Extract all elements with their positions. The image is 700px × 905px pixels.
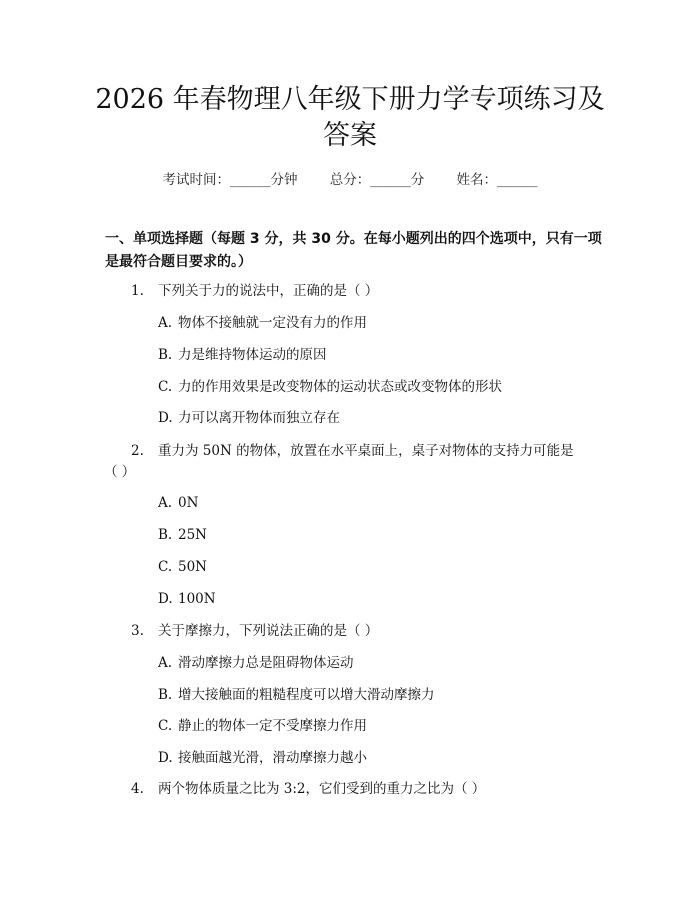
option-text: 力是维持物体运动的原因 — [178, 347, 327, 363]
option-3a — [158, 652, 354, 674]
page-title: 2026 年春物理八年级下册力学专项练习及答案 — [95, 84, 605, 151]
question-number: 4. — [131, 781, 144, 797]
question-2-cont: （ ） — [104, 464, 136, 480]
option-text: 100N — [178, 591, 216, 607]
option-letter: B. — [158, 687, 173, 703]
option-1d — [158, 407, 340, 429]
question-number: 3. — [131, 623, 144, 639]
question-text: 两个物体质量之比为 3:2，它们受到的重力之比为（ ） — [158, 781, 486, 797]
section-heading: 一、单项选择题（每题 3 分，共 30 分。在每小题列出的四个选项中，只有一项是最符合题目要求的。） — [105, 231, 602, 270]
option-letter: A. — [158, 495, 173, 511]
option-1c — [158, 376, 502, 398]
option-text: 力的作用效果是改变物体的运动状态或改变物体的形状 — [178, 379, 502, 395]
option-1a — [158, 312, 367, 334]
option-letter: B. — [158, 347, 173, 363]
exam-meta — [0, 168, 700, 188]
option-text: 增大接触面的粗糙程度可以增大滑动摩擦力 — [178, 687, 435, 703]
option-3c — [158, 715, 367, 737]
student-name: 姓名：______ — [456, 172, 538, 188]
option-letter: C. — [158, 559, 173, 575]
option-3d — [158, 747, 367, 769]
option-text: 接触面越光滑，滑动摩擦力越小 — [178, 750, 367, 766]
option-letter: D. — [158, 750, 173, 766]
option-letter: B. — [158, 527, 173, 543]
option-text: 静止的物体一定不受摩擦力作用 — [178, 718, 367, 734]
option-2a — [158, 492, 198, 514]
option-letter: D. — [158, 591, 173, 607]
option-text: 50N — [178, 559, 207, 575]
option-2c — [158, 556, 207, 578]
question-text: 下列关于力的说法中，正确的是（ ） — [158, 283, 379, 299]
option-text: 25N — [178, 527, 207, 543]
option-1b — [158, 344, 327, 366]
option-text: 滑动摩擦力总是阻碍物体运动 — [178, 655, 354, 671]
question-number: 2. — [131, 443, 144, 459]
option-letter: D. — [158, 410, 173, 426]
option-text: 0N — [178, 495, 199, 511]
question-number: 1. — [131, 283, 144, 299]
option-2b — [158, 524, 207, 546]
option-letter: A. — [158, 655, 173, 671]
option-3b — [158, 684, 435, 706]
option-letter: A. — [158, 315, 173, 331]
option-letter: C. — [158, 379, 173, 395]
option-2d — [158, 588, 216, 610]
question-text: 关于摩擦力，下列说法正确的是（ ） — [158, 623, 379, 639]
exam-time: 考试时间：______分钟 — [162, 172, 298, 188]
option-text: 力可以离开物体而独立存在 — [178, 410, 340, 426]
option-letter: C. — [158, 718, 173, 734]
option-text: 物体不接触就一定没有力的作用 — [178, 315, 367, 331]
exam-score: 总分：______分 — [329, 172, 425, 188]
question-text: 重力为 50N 的物体，放置在水平桌面上，桌子对物体的支持力可能是 — [158, 443, 574, 459]
